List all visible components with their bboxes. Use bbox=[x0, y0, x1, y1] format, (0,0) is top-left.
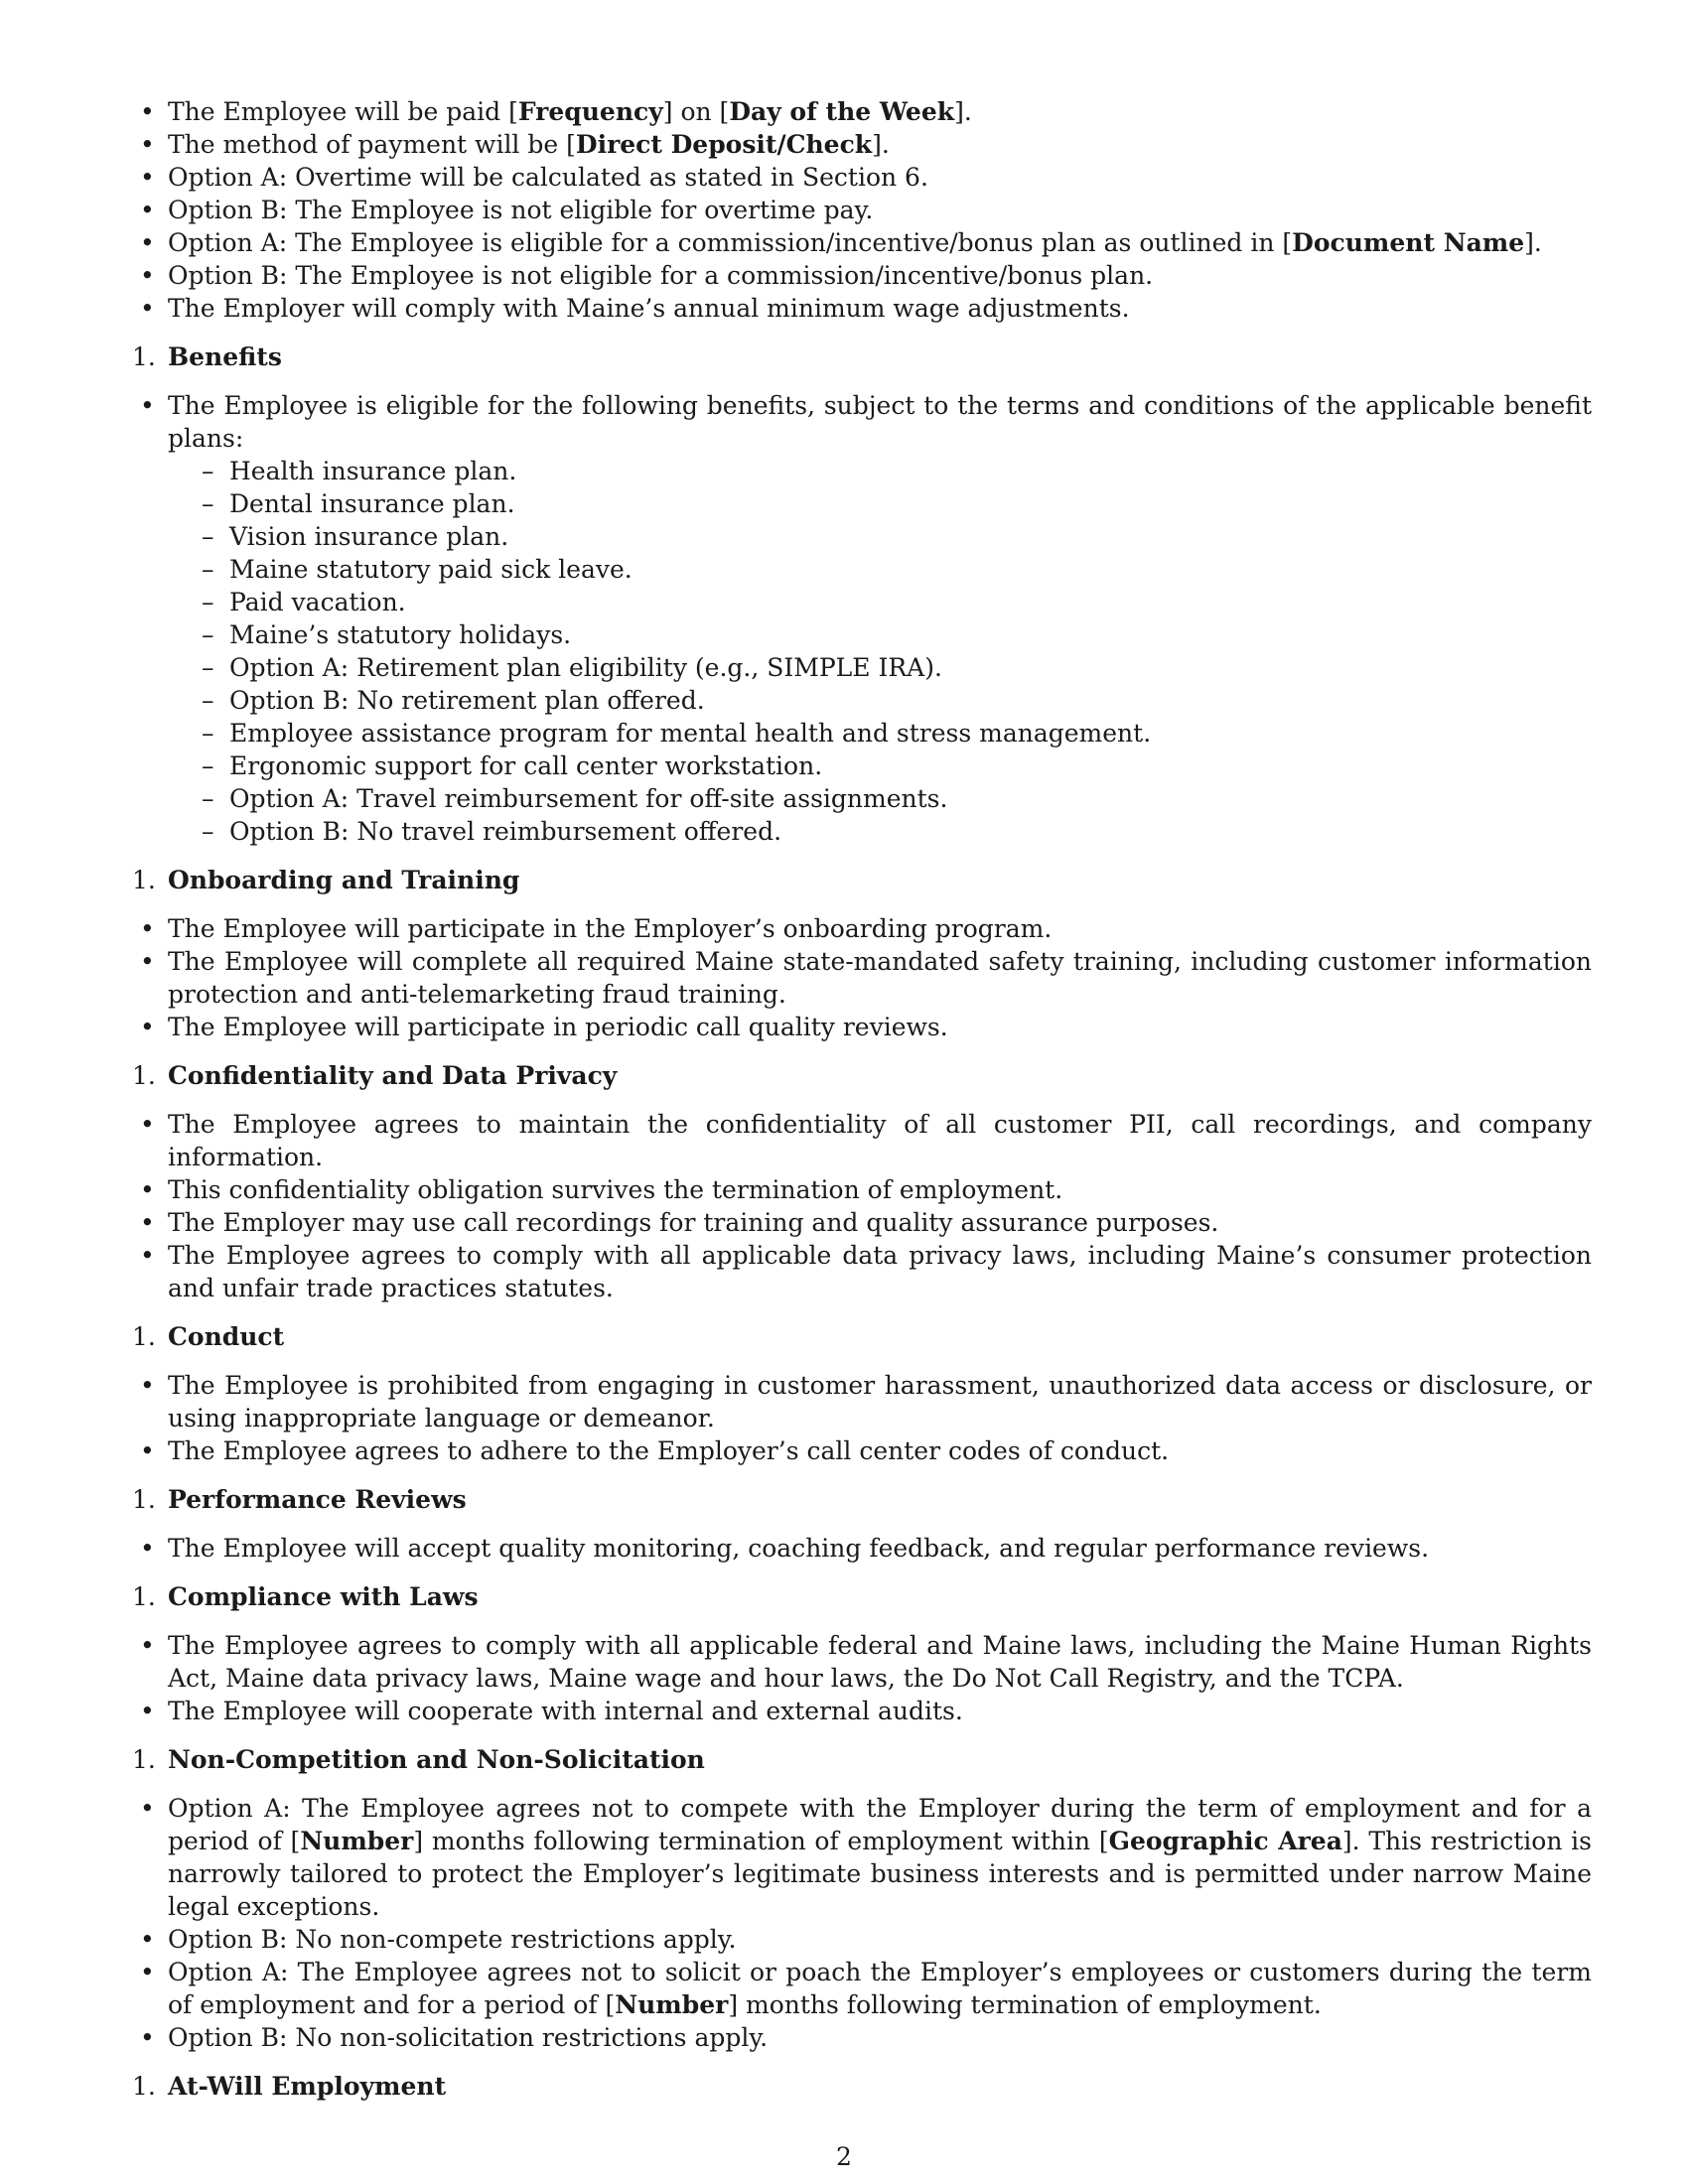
compliance-list bbox=[132, 1629, 1592, 1727]
section-number: 1. bbox=[132, 1745, 156, 1774]
section-number: 1. bbox=[132, 2072, 156, 2101]
sub-list-item: – Vision insurance plan. bbox=[229, 520, 1592, 553]
onboarding-list bbox=[132, 912, 1592, 1043]
performance-list bbox=[132, 1532, 1592, 1565]
sub-list-item: – Option A: Travel reimbursement for off-site assignments. bbox=[229, 782, 1592, 815]
list-item: • The Employee agrees to comply with all applicable federal and Maine laws, including the Maine Human Rights Act, Maine data privacy laws, Maine wage and hour laws, the Do Not Call Registry, and the TCPA. bbox=[132, 1629, 1592, 1695]
pay-list bbox=[132, 95, 1592, 325]
section-heading-onboarding bbox=[132, 864, 1592, 896]
section-title: Compliance with Laws bbox=[168, 1582, 479, 1611]
sub-list-item: – Dental insurance plan. bbox=[229, 487, 1592, 520]
list-item: • Option B: No non-compete restrictions apply. bbox=[132, 1923, 1592, 1956]
list-item: • Option A: Overtime will be calculated as stated in Section 6. bbox=[132, 161, 1592, 194]
section-heading-benefits bbox=[132, 341, 1592, 373]
sub-list-item: – Ergonomic support for call center workstation. bbox=[229, 750, 1592, 782]
list-item: • The Employee is eligible for the following benefits, subject to the terms and conditions of the applicable benefit plans: – Health insurance plan. – Dental insurance plan. – Vision insurance plan. – Maine statutory paid sick leave. – Paid vacation. – Maine’s statutory holidays. – Option A: Retirement plan eligibility (e.g., SIMPLE IRA). – Option B: No retirement plan offered. – Employee assistance program for mental health and stress management. – Ergonomic support for call center workstation. – Option A: Travel reimbursement for off-site assignments. – Option B: No travel reimbursement offered. bbox=[132, 389, 1592, 848]
list-item: • The Employee will be paid [Frequency] on [Day of the Week]. bbox=[132, 95, 1592, 128]
section-heading-compliance bbox=[132, 1580, 1592, 1613]
list-item: • The Employee will participate in periodic call quality reviews. bbox=[132, 1011, 1592, 1043]
section-number: 1. bbox=[132, 1485, 156, 1514]
section-heading-confidentiality bbox=[132, 1059, 1592, 1092]
section-heading-conduct bbox=[132, 1320, 1592, 1353]
list-item: • The Employee agrees to adhere to the Employer’s call center codes of conduct. bbox=[132, 1434, 1592, 1467]
list-item: • Option A: The Employee is eligible for a commission/incentive/bonus plan as outlined in [Document Name]. bbox=[132, 226, 1592, 259]
section-number: 1. bbox=[132, 342, 156, 371]
sub-list-item: – Paid vacation. bbox=[229, 586, 1592, 618]
list-item: • The Employee agrees to comply with all applicable data privacy laws, including Maine’s consumer protection and unfair trade practices statutes. bbox=[132, 1239, 1592, 1304]
list-item: • Option B: The Employee is not eligible for overtime pay. bbox=[132, 194, 1592, 226]
list-item: • The Employee is prohibited from engaging in customer harassment, unauthorized data access or disclosure, or using inappropriate language or demeanor. bbox=[132, 1369, 1592, 1434]
sub-list-item: – Maine statutory paid sick leave. bbox=[229, 553, 1592, 586]
page-number: 2 bbox=[836, 2142, 852, 2171]
list-item: • The Employee agrees to maintain the confidentiality of all customer PII, call recordings, and company information. bbox=[132, 1108, 1592, 1173]
section-title: Onboarding and Training bbox=[168, 866, 520, 894]
document-page bbox=[132, 95, 1592, 2118]
section-title: Conduct bbox=[168, 1322, 285, 1351]
benefits-sublist bbox=[168, 455, 1592, 848]
list-item: • This confidentiality obligation survives the termination of employment. bbox=[132, 1173, 1592, 1206]
sub-list-item: – Option B: No retirement plan offered. bbox=[229, 684, 1592, 717]
list-item: • The Employer may use call recordings for training and quality assurance purposes. bbox=[132, 1206, 1592, 1239]
sub-list-item: – Employee assistance program for mental health and stress management. bbox=[229, 717, 1592, 750]
sub-list-item: – Maine’s statutory holidays. bbox=[229, 618, 1592, 651]
benefits-list bbox=[132, 389, 1592, 848]
section-number: 1. bbox=[132, 1582, 156, 1611]
list-item: • Option A: The Employee agrees not to solicit or poach the Employer’s employees or customers during the term of employment and for a period of [Number] months following termination of employment. bbox=[132, 1956, 1592, 2021]
section-heading-performance bbox=[132, 1483, 1592, 1516]
section-heading-noncompete bbox=[132, 1743, 1592, 1776]
list-item: • The Employee will cooperate with internal and external audits. bbox=[132, 1695, 1592, 1727]
section-heading-at-will bbox=[132, 2070, 1592, 2103]
list-item: • The Employee will accept quality monitoring, coaching feedback, and regular performance reviews. bbox=[132, 1532, 1592, 1565]
section-number: 1. bbox=[132, 1322, 156, 1351]
noncompete-list bbox=[132, 1792, 1592, 2054]
list-item: • The Employee will complete all required Maine state-mandated safety training, including customer information protection and anti-telemarketing fraud training. bbox=[132, 945, 1592, 1011]
section-title: At-Will Employment bbox=[168, 2072, 447, 2101]
list-item: • The Employee will participate in the Employer’s onboarding program. bbox=[132, 912, 1592, 945]
list-item: • The Employer will comply with Maine’s annual minimum wage adjustments. bbox=[132, 292, 1592, 325]
sub-list-item: – Health insurance plan. bbox=[229, 455, 1592, 487]
section-title: Performance Reviews bbox=[168, 1485, 467, 1514]
section-title: Benefits bbox=[168, 342, 282, 371]
sub-list-item: – Option B: No travel reimbursement offered. bbox=[229, 815, 1592, 848]
sub-list-item: – Option A: Retirement plan eligibility (e.g., SIMPLE IRA). bbox=[229, 651, 1592, 684]
list-item: • Option A: The Employee agrees not to compete with the Employer during the term of employment and for a period of [Number] months following termination of employment within [Geographic Area]. This restriction is narrowly tailored to protect the Employer’s legitimate business interests and is permitted under narrow Maine legal exceptions. bbox=[132, 1792, 1592, 1923]
confidentiality-list bbox=[132, 1108, 1592, 1304]
list-item: • Option B: The Employee is not eligible for a commission/incentive/bonus plan. bbox=[132, 259, 1592, 292]
conduct-list bbox=[132, 1369, 1592, 1467]
section-title: Non-Competition and Non-Solicitation bbox=[168, 1745, 705, 1774]
section-number: 1. bbox=[132, 866, 156, 894]
list-item: • The method of payment will be [Direct Deposit/Check]. bbox=[132, 128, 1592, 161]
section-number: 1. bbox=[132, 1061, 156, 1090]
section-title: Confidentiality and Data Privacy bbox=[168, 1061, 618, 1090]
list-item: • Option B: No non-solicitation restrictions apply. bbox=[132, 2021, 1592, 2054]
